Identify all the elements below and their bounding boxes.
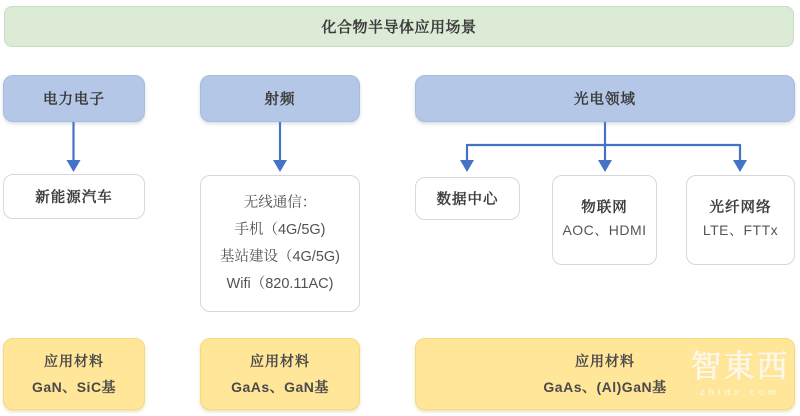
materials-power-title: 应用材料 (44, 353, 104, 369)
watermark-domain: zhidx.com (699, 387, 780, 397)
app-fiber-network-subtitle: LTE、FTTx (702, 222, 779, 238)
app-new-energy-vehicles-label: 新能源汽车 (35, 190, 113, 206)
wireless-line-basestation: 基站建设（4G/5G) (219, 248, 341, 265)
wireless-line-mobile: 手机（4G/5G) (234, 221, 326, 238)
wireless-line-wifi: Wifi（820.11AC) (226, 275, 334, 292)
header-optoelectronics-label: 光电领域 (574, 92, 636, 108)
app-iot-label: 物联网 (581, 200, 628, 216)
materials-opto-title: 应用材料 (575, 353, 635, 369)
materials-optoelectronics (415, 338, 795, 410)
app-fiber-network (686, 175, 795, 265)
diagram-title-banner (4, 6, 794, 47)
diagram-title: 化合物半导体应用场景 (321, 19, 477, 36)
header-rf (200, 75, 360, 122)
app-iot (552, 175, 657, 265)
materials-rf-title: 应用材料 (250, 353, 310, 369)
materials-rf (200, 338, 360, 410)
materials-opto-value: GaAs、(Al)GaN基 (543, 379, 667, 395)
header-optoelectronics (415, 75, 795, 122)
app-new-energy-vehicles (3, 174, 145, 219)
materials-rf-value: GaAs、GaN基 (231, 379, 329, 395)
materials-power-value: GaN、SiC基 (31, 379, 117, 395)
app-wireless-communication (200, 175, 360, 312)
app-iot-subtitle: AOC、HDMI (562, 222, 647, 238)
watermark-logo: 智東西 (690, 349, 790, 384)
materials-power-electronics (3, 338, 145, 410)
app-data-center (415, 177, 520, 220)
header-power-electronics-label: 电力电子 (43, 92, 105, 108)
app-data-center-label: 数据中心 (436, 192, 499, 208)
header-rf-label: 射频 (264, 92, 296, 108)
header-power-electronics (3, 75, 145, 122)
app-fiber-network-label: 光纤网络 (709, 200, 772, 216)
wireless-line-title: 无线通信： (243, 194, 317, 211)
